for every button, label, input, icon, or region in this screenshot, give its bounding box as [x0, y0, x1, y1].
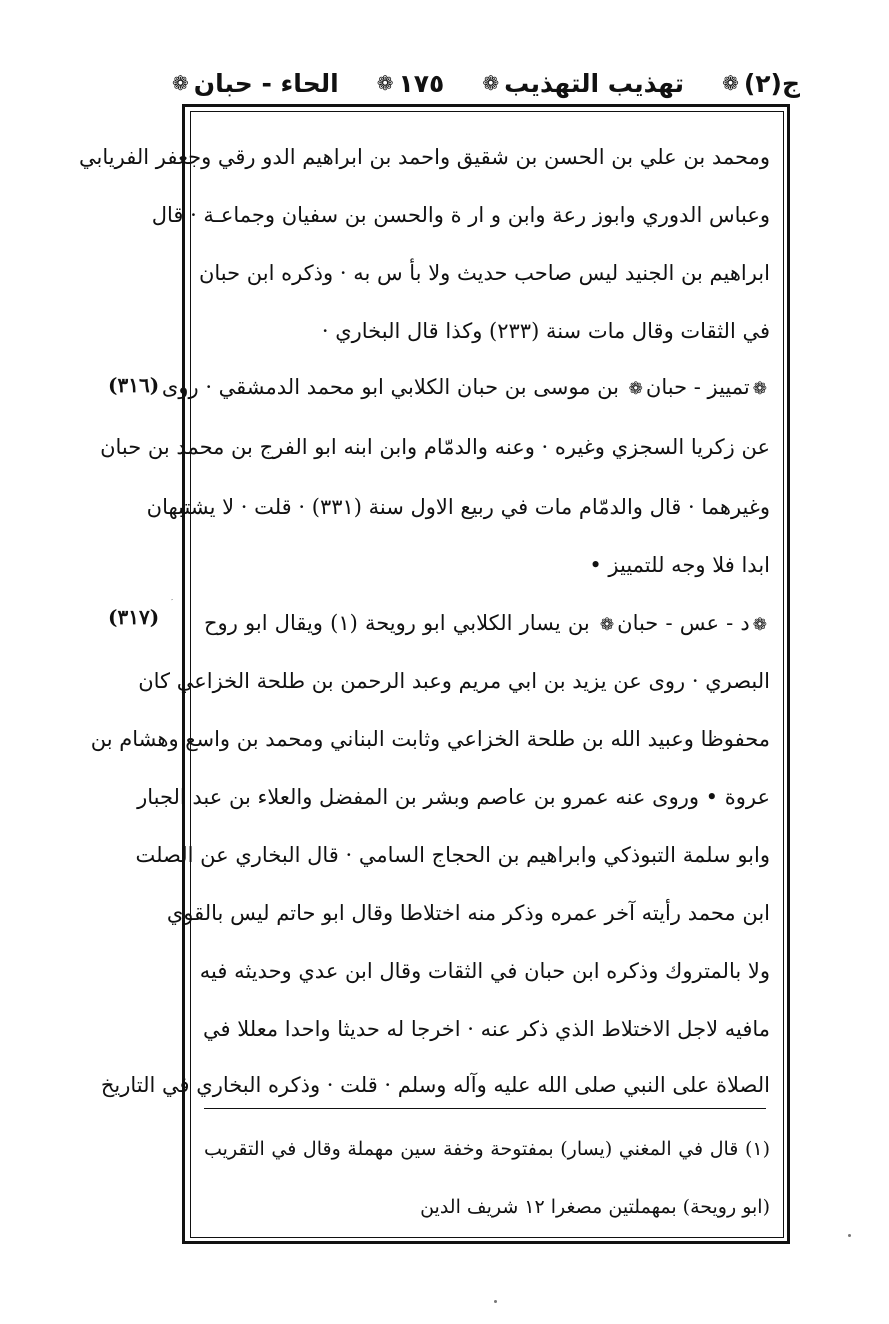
header-page-segment: [377, 69, 445, 98]
text-line: عروة • وروى عنه عمرو بن عاصم وبشر بن المفضل والعلاء بن عبد الجبار: [137, 785, 770, 809]
header-volume-segment: [722, 69, 800, 98]
entry-first-line-text: بن يسار الكلابي ابو رويحة (١) ويقال ابو روح: [204, 611, 590, 635]
text-line: ابراهيم بن الجنيد ليس صاحب حديث ولا بأ س به · وذكره ابن حبان: [198, 261, 770, 285]
footnote-line: (١) قال في المغني (يسار) بمفتوحة وخفة سين مهملة وقال في التقريب: [204, 1138, 770, 1160]
entry-number: (٣١٧): [108, 605, 160, 629]
text-line: الصلاة على النبي صلى الله عليه وآله وسلم · قلت · وذكره البخاري في التاريخ: [100, 1073, 770, 1097]
ornament-icon: ❁: [599, 615, 615, 635]
header-section: الحاء - حبان: [193, 68, 339, 98]
text-line: مافيه لاجل الاختلاط الذي ذكر عنه · اخرجا له حديثا واحدا معللا في: [203, 1017, 770, 1041]
entry-first-line: [161, 364, 770, 410]
ornament-icon: ❁: [172, 71, 189, 95]
text-line: ولا بالمتروك وذكره ابن حبان في الثقات وقال ابن عدي وحديثه فيه: [199, 959, 770, 983]
ornament-icon: ❁: [752, 615, 768, 635]
ornament-icon: ❁: [376, 71, 394, 95]
entry-first-line: [204, 600, 770, 646]
ornament-icon: ❁: [628, 379, 643, 399]
text-line: وابو سلمة التبوذكي وابراهيم بن الحجاج السامي · قال البخاري عن الصلت: [135, 843, 770, 867]
footnote-line: (ابو رويحة) بمهملتين مصغرا ١٢ شريف الدين: [420, 1196, 770, 1218]
text-line: في الثقات وقال مات سنة (٢٣٣) وكذا قال البخاري ·: [321, 319, 770, 343]
ornament-icon: ❁: [482, 71, 500, 95]
entry-first-line-text: بن موسى بن حبان الكلابي ابو محمد الدمشقي · روى: [161, 375, 619, 399]
footnote-rule: [204, 1108, 766, 1109]
text-line: ابن محمد رأيته آخر عمره وذكر منه اختلاطا وقال ابو حاتم ليس بالقوي: [166, 901, 770, 925]
ornament-icon: ❁: [752, 379, 767, 399]
header-volume: ج(٢): [743, 68, 800, 98]
header-book-segment: [482, 69, 684, 98]
text-line: ومحمد بن علي بن الحسن بن شقيق واحمد بن ابراهيم الدو رقي وجعفر الفريابي: [79, 145, 770, 169]
entry-heading: تمييز - حبان: [645, 375, 750, 399]
text-line: عن زكريا السجزي وغيره · وعنه والدمّام وابن ابنه ابو الفرج بن محمد بن حبان: [100, 435, 770, 459]
header-book-title: تهذيب التهذيب: [504, 68, 684, 98]
running-header: [172, 62, 800, 104]
text-line: محفوظا وعبيد الله بن طلحة الخزاعي وثابت البناني ومحمد بن واسع وهشام بن: [90, 727, 770, 751]
text-line: وعباس الدوري وابوز رعة وابن و ار ة والحسن بن سفيان وجماعـة · قال: [151, 203, 770, 227]
text-line: البصري · روى عن يزيد بن ابي مريم وعبد الرحمن بن طلحة الخزاعي كان: [138, 669, 770, 693]
header-section-segment: [172, 69, 339, 98]
entry-heading: د - عس - حبان: [617, 611, 750, 635]
speck: [848, 1234, 851, 1237]
entry-number: (٣١٦): [108, 373, 160, 397]
text-line: ابدا فلا وجه للتمييز •: [589, 553, 770, 577]
text-line: وغيرهما · قال والدمّام مات في ربيع الاول سنة (٣٣١) · قلت · لا يشتبهان: [146, 495, 770, 519]
speck: [494, 1300, 497, 1303]
ornament-icon: ❁: [722, 71, 739, 95]
header-page-number: ١٧٥: [398, 68, 445, 98]
